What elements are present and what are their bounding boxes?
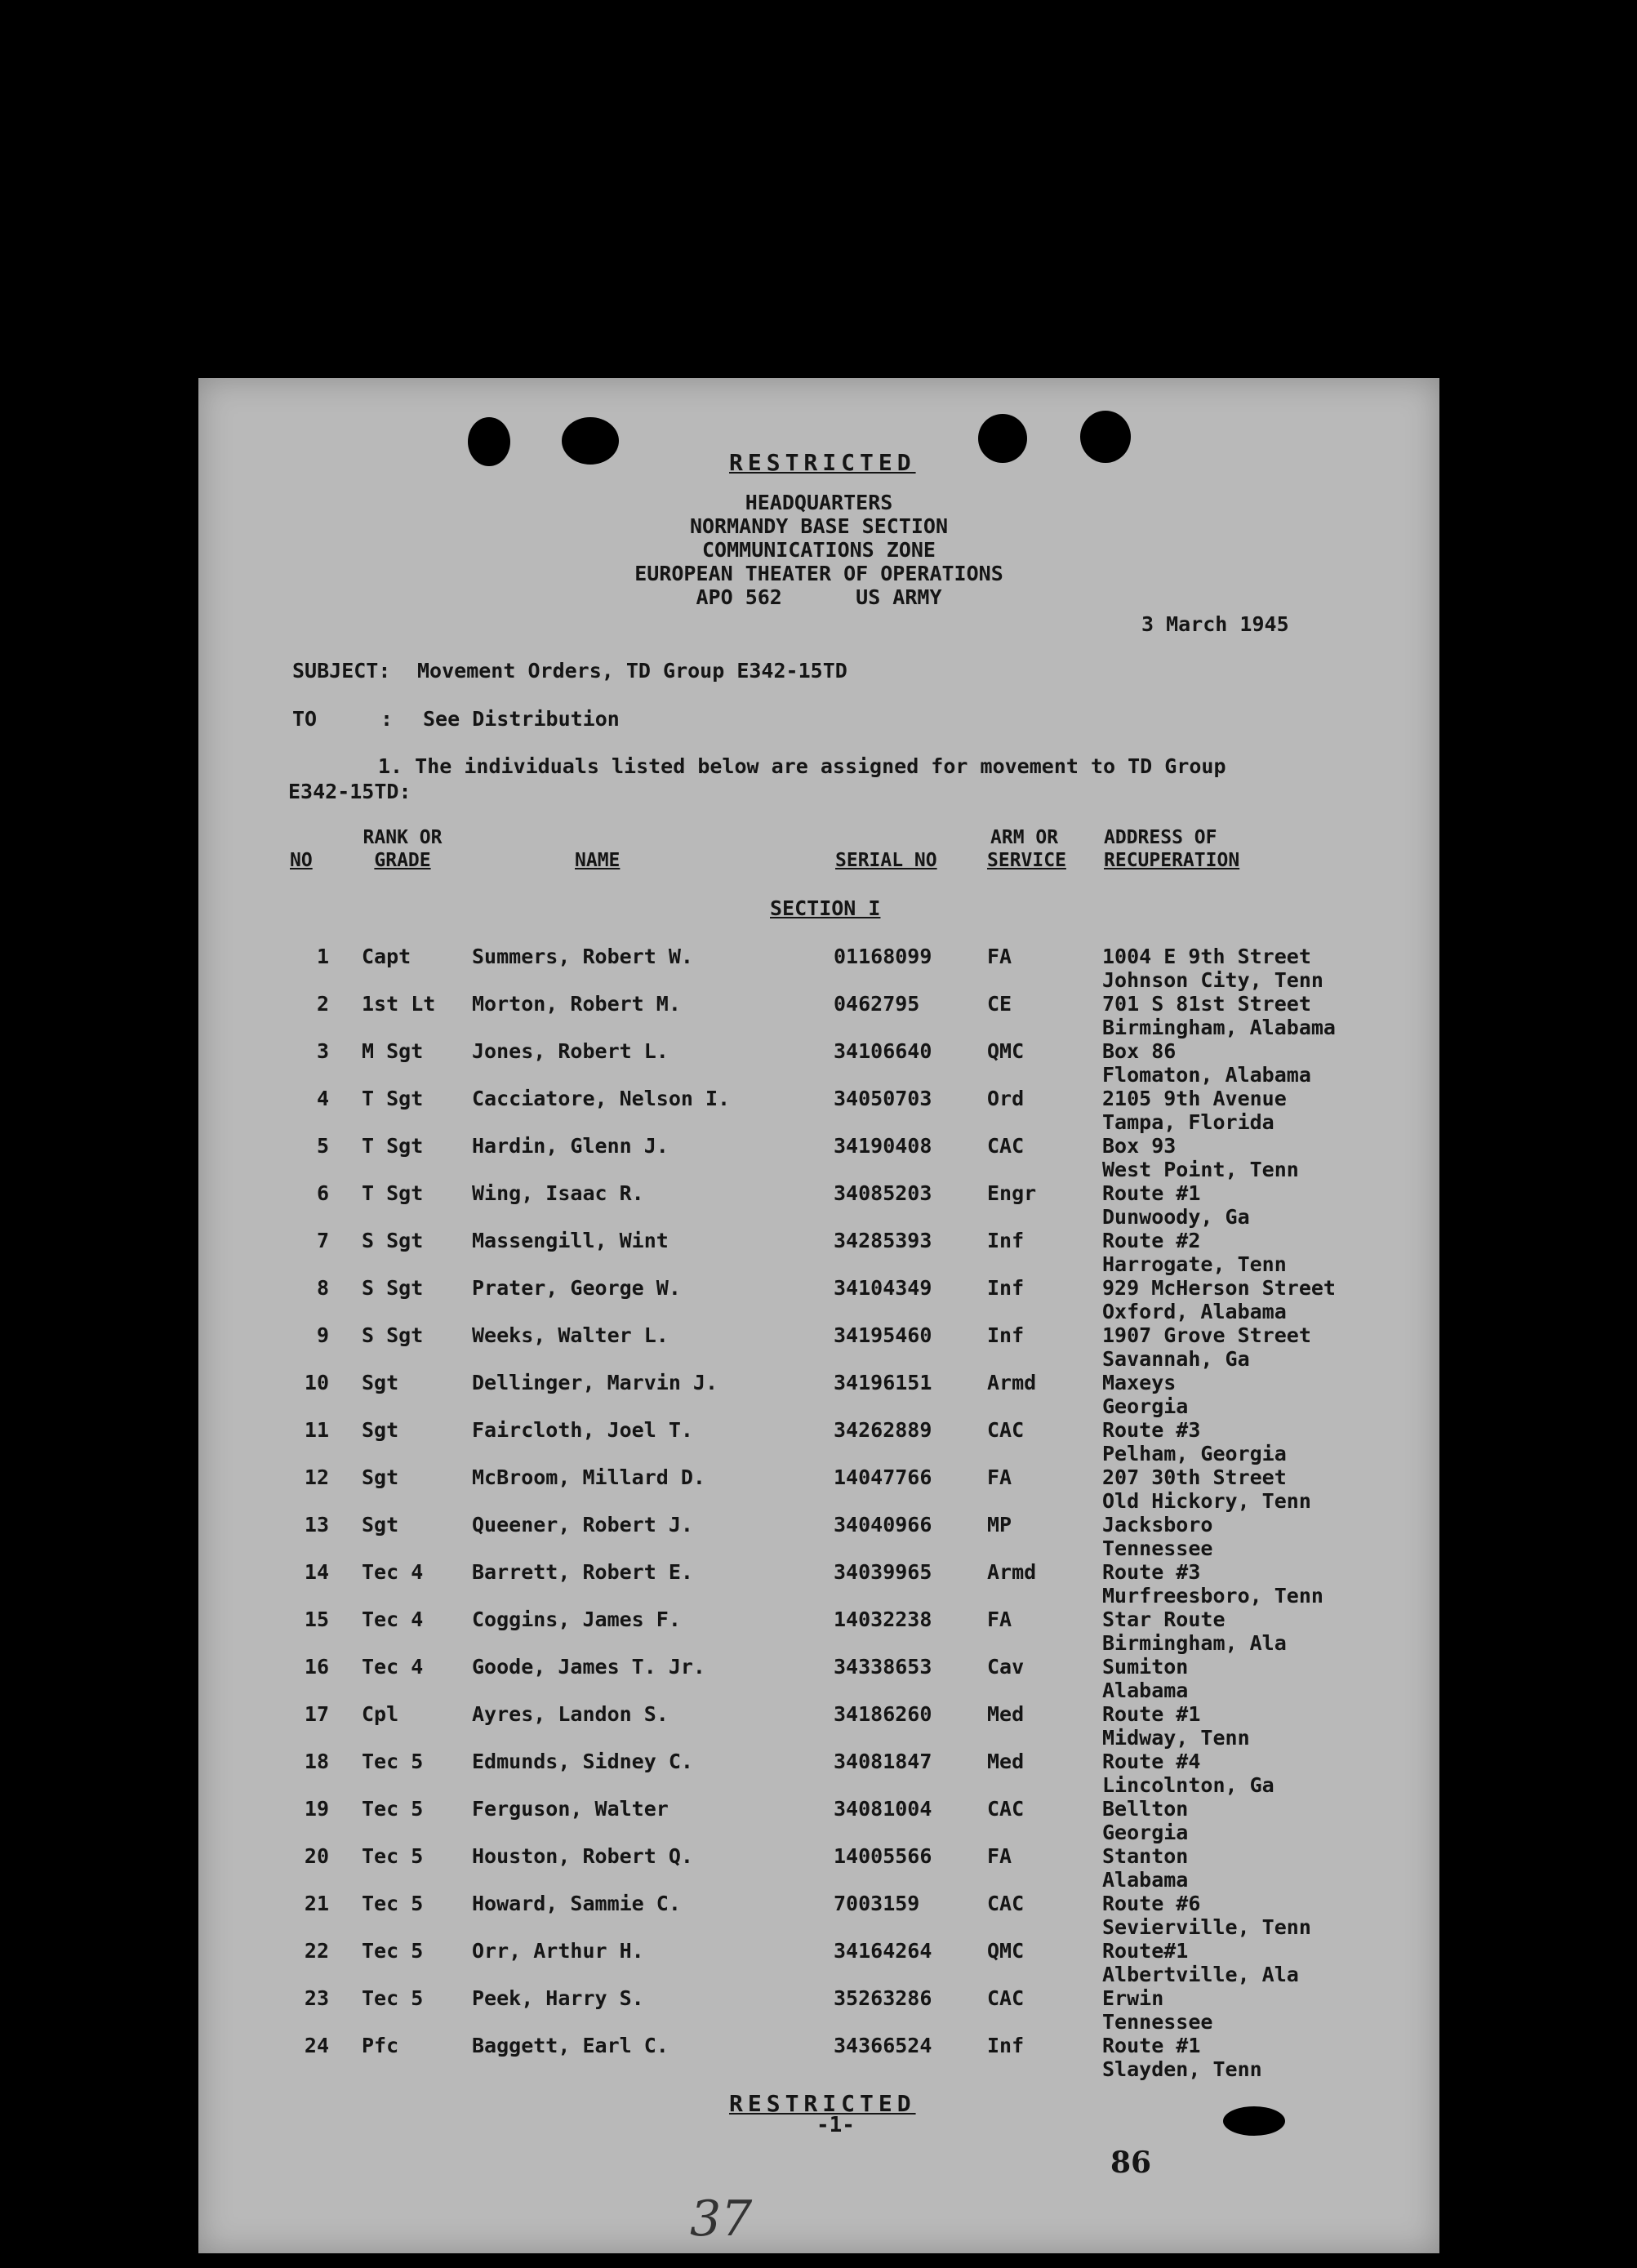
row-serial: 34196151 xyxy=(834,1371,932,1394)
row-address-line-2: Albertville, Ala xyxy=(1102,1963,1299,1986)
row-arm-service: CAC xyxy=(987,1134,1025,1158)
paragraph-line-1: 1. The individuals listed below are assigned for movement to TD Group xyxy=(378,754,1226,778)
row-address-line-1: Route #6 xyxy=(1102,1892,1201,1915)
row-serial: 34081847 xyxy=(834,1750,932,1773)
col-header-rank-bottom: GRADE xyxy=(374,850,431,871)
table-row xyxy=(198,1608,1439,1655)
col-header-arm-bottom: SERVICE xyxy=(987,850,1066,871)
row-serial: 34085203 xyxy=(834,1181,932,1205)
row-number: 7 xyxy=(316,1229,329,1252)
row-arm-service: Armd xyxy=(987,1560,1037,1584)
row-address-line-1: Route #4 xyxy=(1102,1750,1201,1773)
row-name: Summers, Robert W. xyxy=(472,945,693,968)
row-name: Morton, Robert M. xyxy=(472,992,681,1016)
table-row xyxy=(198,1655,1439,1702)
row-address-line-1: Route #3 xyxy=(1102,1560,1201,1584)
row-arm-service: Ord xyxy=(987,1087,1025,1110)
row-name: Howard, Sammie C. xyxy=(472,1892,681,1915)
row-arm-service: FA xyxy=(987,945,1012,968)
row-number: 18 xyxy=(304,1750,329,1773)
row-serial: 34050703 xyxy=(834,1087,932,1110)
row-arm-service: Med xyxy=(987,1750,1025,1773)
row-address-line-1: Route #2 xyxy=(1102,1229,1201,1252)
row-serial: 01168099 xyxy=(834,945,932,968)
row-arm-service: Inf xyxy=(987,1229,1025,1252)
letterhead-line-2: NORMANDY BASE SECTION xyxy=(689,514,949,538)
row-address-line-2: Slayden, Tenn xyxy=(1102,2057,1262,2081)
col-header-address-top: ADDRESS OF xyxy=(1104,827,1217,848)
table-row xyxy=(198,1134,1439,1181)
table-row xyxy=(198,1229,1439,1276)
row-address-line-2: Tennessee xyxy=(1102,1536,1213,1560)
row-rank: T Sgt xyxy=(362,1181,424,1205)
col-header-serial: SERIAL NO xyxy=(835,850,937,871)
row-name: Dellinger, Marvin J. xyxy=(472,1371,718,1394)
row-address-line-1: 207 30th Street xyxy=(1102,1465,1287,1489)
row-address-line-1: Maxeys xyxy=(1102,1371,1177,1394)
row-arm-service: MP xyxy=(987,1513,1012,1536)
row-address-line-2: Alabama xyxy=(1102,1868,1189,1892)
row-arm-service: FA xyxy=(987,1608,1012,1631)
document-date: 3 March 1945 xyxy=(1141,612,1289,636)
letterhead xyxy=(198,491,1439,609)
row-rank: Cpl xyxy=(362,1702,399,1726)
row-arm-service: CAC xyxy=(987,1986,1025,2010)
row-rank: S Sgt xyxy=(362,1323,424,1347)
row-number: 21 xyxy=(304,1892,329,1915)
row-arm-service: QMC xyxy=(987,1039,1025,1063)
row-number: 6 xyxy=(316,1181,329,1205)
row-arm-service: FA xyxy=(987,1465,1012,1489)
row-arm-service: Cav xyxy=(987,1655,1025,1679)
row-name: Baggett, Earl C. xyxy=(472,2034,669,2057)
col-header-arm-top: ARM OR xyxy=(990,827,1059,848)
letterhead-line-1: HEADQUARTERS xyxy=(745,491,893,514)
row-rank: Tec 5 xyxy=(362,1939,424,1963)
row-address-line-2: Flomaton, Alabama xyxy=(1102,1063,1311,1087)
table-row xyxy=(198,2034,1439,2081)
row-address-line-1: Route #1 xyxy=(1102,1181,1201,1205)
row-address-line-1: Stanton xyxy=(1102,1844,1189,1868)
row-arm-service: Inf xyxy=(987,1276,1025,1300)
row-name: Massengill, Wint xyxy=(472,1229,669,1252)
col-header-no: NO xyxy=(290,850,313,871)
row-serial: 14032238 xyxy=(834,1608,932,1631)
row-number: 13 xyxy=(304,1513,329,1536)
row-number: 19 xyxy=(304,1797,329,1821)
table-row xyxy=(198,1323,1439,1371)
row-name: Ayres, Landon S. xyxy=(472,1702,669,1726)
subject-text: Movement Orders, TD Group E342-15TD xyxy=(417,659,847,683)
section-title: SECTION I xyxy=(770,896,881,920)
row-number: 11 xyxy=(304,1418,329,1442)
row-address-line-2: Birmingham, Ala xyxy=(1102,1631,1287,1655)
row-name: Coggins, James F. xyxy=(472,1608,681,1631)
row-address-line-2: Georgia xyxy=(1102,1394,1189,1418)
ink-blot xyxy=(1223,2106,1285,2136)
table-row xyxy=(198,1181,1439,1229)
row-address-line-2: Savannah, Ga xyxy=(1102,1347,1250,1371)
row-address-line-2: Tennessee xyxy=(1102,2010,1213,2034)
row-number: 16 xyxy=(304,1655,329,1679)
row-address-line-1: Route #3 xyxy=(1102,1418,1201,1442)
row-number: 1 xyxy=(316,945,329,968)
row-serial: 34081004 xyxy=(834,1797,932,1821)
table-row xyxy=(198,1465,1439,1513)
stamp-number: 86 xyxy=(1110,2146,1152,2180)
row-name: Houston, Robert Q. xyxy=(472,1844,693,1868)
row-address-line-2: Harrogate, Tenn xyxy=(1102,1252,1287,1276)
row-arm-service: Inf xyxy=(987,1323,1025,1347)
letterhead-line-3: COMMUNICATIONS ZONE xyxy=(702,538,936,562)
row-number: 24 xyxy=(304,2034,329,2057)
row-rank: Tec 4 xyxy=(362,1608,424,1631)
row-name: Peek, Harry S. xyxy=(472,1986,644,2010)
table-row xyxy=(198,1986,1439,2034)
punch-hole-4 xyxy=(1080,411,1131,463)
row-serial: 34195460 xyxy=(834,1323,932,1347)
row-address-line-1: Star Route xyxy=(1102,1608,1226,1631)
table-row xyxy=(198,1892,1439,1939)
row-number: 23 xyxy=(304,1986,329,2010)
row-name: Cacciatore, Nelson I. xyxy=(472,1087,731,1110)
table-row xyxy=(198,945,1439,992)
row-address-line-1: Route #1 xyxy=(1102,1702,1201,1726)
row-serial: 34262889 xyxy=(834,1418,932,1442)
col-header-name: NAME xyxy=(575,850,621,871)
row-rank: Pfc xyxy=(362,2034,399,2057)
row-address-line-2: Georgia xyxy=(1102,1821,1189,1844)
document-page xyxy=(198,378,1439,2253)
row-rank: Sgt xyxy=(362,1513,399,1536)
table-row xyxy=(198,1939,1439,1986)
row-number: 8 xyxy=(316,1276,329,1300)
row-name: McBroom, Millard D. xyxy=(472,1465,705,1489)
row-address-line-1: Route #1 xyxy=(1102,2034,1201,2057)
row-address-line-1: 1907 Grove Street xyxy=(1102,1323,1311,1347)
row-name: Prater, George W. xyxy=(472,1276,681,1300)
row-serial: 34039965 xyxy=(834,1560,932,1584)
to-separator: : xyxy=(380,707,394,731)
row-serial: 34164264 xyxy=(834,1939,932,1963)
table-row xyxy=(198,1418,1439,1465)
row-address-line-1: Box 93 xyxy=(1102,1134,1177,1158)
table-row xyxy=(198,1797,1439,1844)
punch-hole-2 xyxy=(562,417,619,465)
row-serial: 35263286 xyxy=(834,1986,932,2010)
row-arm-service: CAC xyxy=(987,1892,1025,1915)
row-number: 17 xyxy=(304,1702,329,1726)
row-rank: M Sgt xyxy=(362,1039,424,1063)
row-serial: 34338653 xyxy=(834,1655,932,1679)
row-arm-service: Med xyxy=(987,1702,1025,1726)
row-name: Jones, Robert L. xyxy=(472,1039,669,1063)
row-address-line-1: 2105 9th Avenue xyxy=(1102,1087,1287,1110)
row-number: 20 xyxy=(304,1844,329,1868)
row-serial: 34285393 xyxy=(834,1229,932,1252)
table-row xyxy=(198,1276,1439,1323)
row-address-line-1: 1004 E 9th Street xyxy=(1102,945,1311,968)
row-name: Faircloth, Joel T. xyxy=(472,1418,693,1442)
row-serial: 34366524 xyxy=(834,2034,932,2057)
table-row xyxy=(198,992,1439,1039)
row-serial: 34104349 xyxy=(834,1276,932,1300)
row-rank: S Sgt xyxy=(362,1276,424,1300)
row-serial: 7003159 xyxy=(834,1892,920,1915)
row-serial: 34106640 xyxy=(834,1039,932,1063)
row-rank: T Sgt xyxy=(362,1087,424,1110)
row-number: 3 xyxy=(316,1039,329,1063)
row-address-line-2: Lincolnton, Ga xyxy=(1102,1773,1274,1797)
row-number: 12 xyxy=(304,1465,329,1489)
row-rank: Tec 5 xyxy=(362,1797,424,1821)
row-rank: 1st Lt xyxy=(362,992,436,1016)
table-row xyxy=(198,1039,1439,1087)
to-label: TO xyxy=(292,707,318,731)
row-address-line-1: 701 S 81st Street xyxy=(1102,992,1311,1016)
table-row xyxy=(198,1371,1439,1418)
restricted-stamp-bottom: RESTRICTED xyxy=(729,2090,916,2117)
page-number: -1- xyxy=(816,2113,855,2137)
row-rank: Sgt xyxy=(362,1371,399,1394)
row-serial: 34190408 xyxy=(834,1134,932,1158)
row-address-line-1: Route#1 xyxy=(1102,1939,1189,1963)
row-name: Orr, Arthur H. xyxy=(472,1939,644,1963)
row-name: Wing, Isaac R. xyxy=(472,1181,644,1205)
table-row xyxy=(198,1560,1439,1608)
row-number: 9 xyxy=(316,1323,329,1347)
restricted-stamp-top: RESTRICTED xyxy=(729,449,916,476)
row-serial: 0462795 xyxy=(834,992,920,1016)
row-serial: 14005566 xyxy=(834,1844,932,1868)
row-number: 4 xyxy=(316,1087,329,1110)
row-number: 5 xyxy=(316,1134,329,1158)
col-header-address-bottom: RECUPERATION xyxy=(1104,850,1240,871)
row-address-line-2: Tampa, Florida xyxy=(1102,1110,1274,1134)
subject-label: SUBJECT: xyxy=(292,659,391,683)
punch-hole-3 xyxy=(978,414,1027,463)
row-name: Hardin, Glenn J. xyxy=(472,1134,669,1158)
row-number: 2 xyxy=(316,992,329,1016)
row-arm-service: Engr xyxy=(987,1181,1037,1205)
row-address-line-2: Midway, Tenn xyxy=(1102,1726,1250,1750)
punch-hole-1 xyxy=(468,417,510,466)
row-arm-service: Armd xyxy=(987,1371,1037,1394)
row-name: Goode, James T. Jr. xyxy=(472,1655,705,1679)
row-arm-service: FA xyxy=(987,1844,1012,1868)
row-rank: Capt xyxy=(362,945,411,968)
row-address-line-2: Alabama xyxy=(1102,1679,1189,1702)
row-rank: Sgt xyxy=(362,1418,399,1442)
row-number: 15 xyxy=(304,1608,329,1631)
row-name: Queener, Robert J. xyxy=(472,1513,693,1536)
row-rank: Sgt xyxy=(362,1465,399,1489)
row-arm-service: QMC xyxy=(987,1939,1025,1963)
row-address-line-1: Erwin xyxy=(1102,1986,1164,2010)
col-header-rank-top: RANK OR xyxy=(363,827,443,848)
row-name: Barrett, Robert E. xyxy=(472,1560,693,1584)
row-address-line-2: Oxford, Alabama xyxy=(1102,1300,1287,1323)
row-rank: Tec 5 xyxy=(362,1844,424,1868)
row-address-line-2: Dunwoody, Ga xyxy=(1102,1205,1250,1229)
to-text: See Distribution xyxy=(423,707,620,731)
row-name: Ferguson, Walter xyxy=(472,1797,669,1821)
table-row xyxy=(198,1844,1439,1892)
row-arm-service: CAC xyxy=(987,1418,1025,1442)
table-row xyxy=(198,1087,1439,1134)
table-row xyxy=(198,1750,1439,1797)
row-address-line-2: Birmingham, Alabama xyxy=(1102,1016,1336,1039)
row-serial: 14047766 xyxy=(834,1465,932,1489)
table-row xyxy=(198,1702,1439,1750)
row-number: 22 xyxy=(304,1939,329,1963)
letterhead-line-5: APO 562 US ARMY xyxy=(696,585,942,609)
row-address-line-2: Murfreesboro, Tenn xyxy=(1102,1584,1323,1608)
row-rank: T Sgt xyxy=(362,1134,424,1158)
row-number: 10 xyxy=(304,1371,329,1394)
row-address-line-1: Bellton xyxy=(1102,1797,1189,1821)
row-address-line-1: Sumiton xyxy=(1102,1655,1189,1679)
row-address-line-2: Old Hickory, Tenn xyxy=(1102,1489,1311,1513)
row-name: Edmunds, Sidney C. xyxy=(472,1750,693,1773)
row-rank: Tec 5 xyxy=(362,1892,424,1915)
row-arm-service: Inf xyxy=(987,2034,1025,2057)
row-arm-service: CAC xyxy=(987,1797,1025,1821)
row-rank: Tec 5 xyxy=(362,1750,424,1773)
row-address-line-1: 929 McHerson Street xyxy=(1102,1276,1336,1300)
table-row xyxy=(198,1513,1439,1560)
handwritten-number: 37 xyxy=(690,2190,753,2248)
row-rank: Tec 4 xyxy=(362,1560,424,1584)
row-serial: 34040966 xyxy=(834,1513,932,1536)
row-serial: 34186260 xyxy=(834,1702,932,1726)
row-arm-service: CE xyxy=(987,992,1012,1016)
row-rank: Tec 5 xyxy=(362,1986,424,2010)
row-address-line-2: Pelham, Georgia xyxy=(1102,1442,1287,1465)
row-rank: S Sgt xyxy=(362,1229,424,1252)
row-number: 14 xyxy=(304,1560,329,1584)
paragraph-line-2: E342-15TD: xyxy=(288,780,411,803)
row-address-line-1: Box 86 xyxy=(1102,1039,1177,1063)
row-address-line-2: West Point, Tenn xyxy=(1102,1158,1299,1181)
row-name: Weeks, Walter L. xyxy=(472,1323,669,1347)
row-rank: Tec 4 xyxy=(362,1655,424,1679)
letterhead-line-4: EUROPEAN THEATER OF OPERATIONS xyxy=(634,562,1003,585)
row-address-line-2: Sevierville, Tenn xyxy=(1102,1915,1311,1939)
row-address-line-1: Jacksboro xyxy=(1102,1513,1213,1536)
row-address-line-2: Johnson City, Tenn xyxy=(1102,968,1323,992)
